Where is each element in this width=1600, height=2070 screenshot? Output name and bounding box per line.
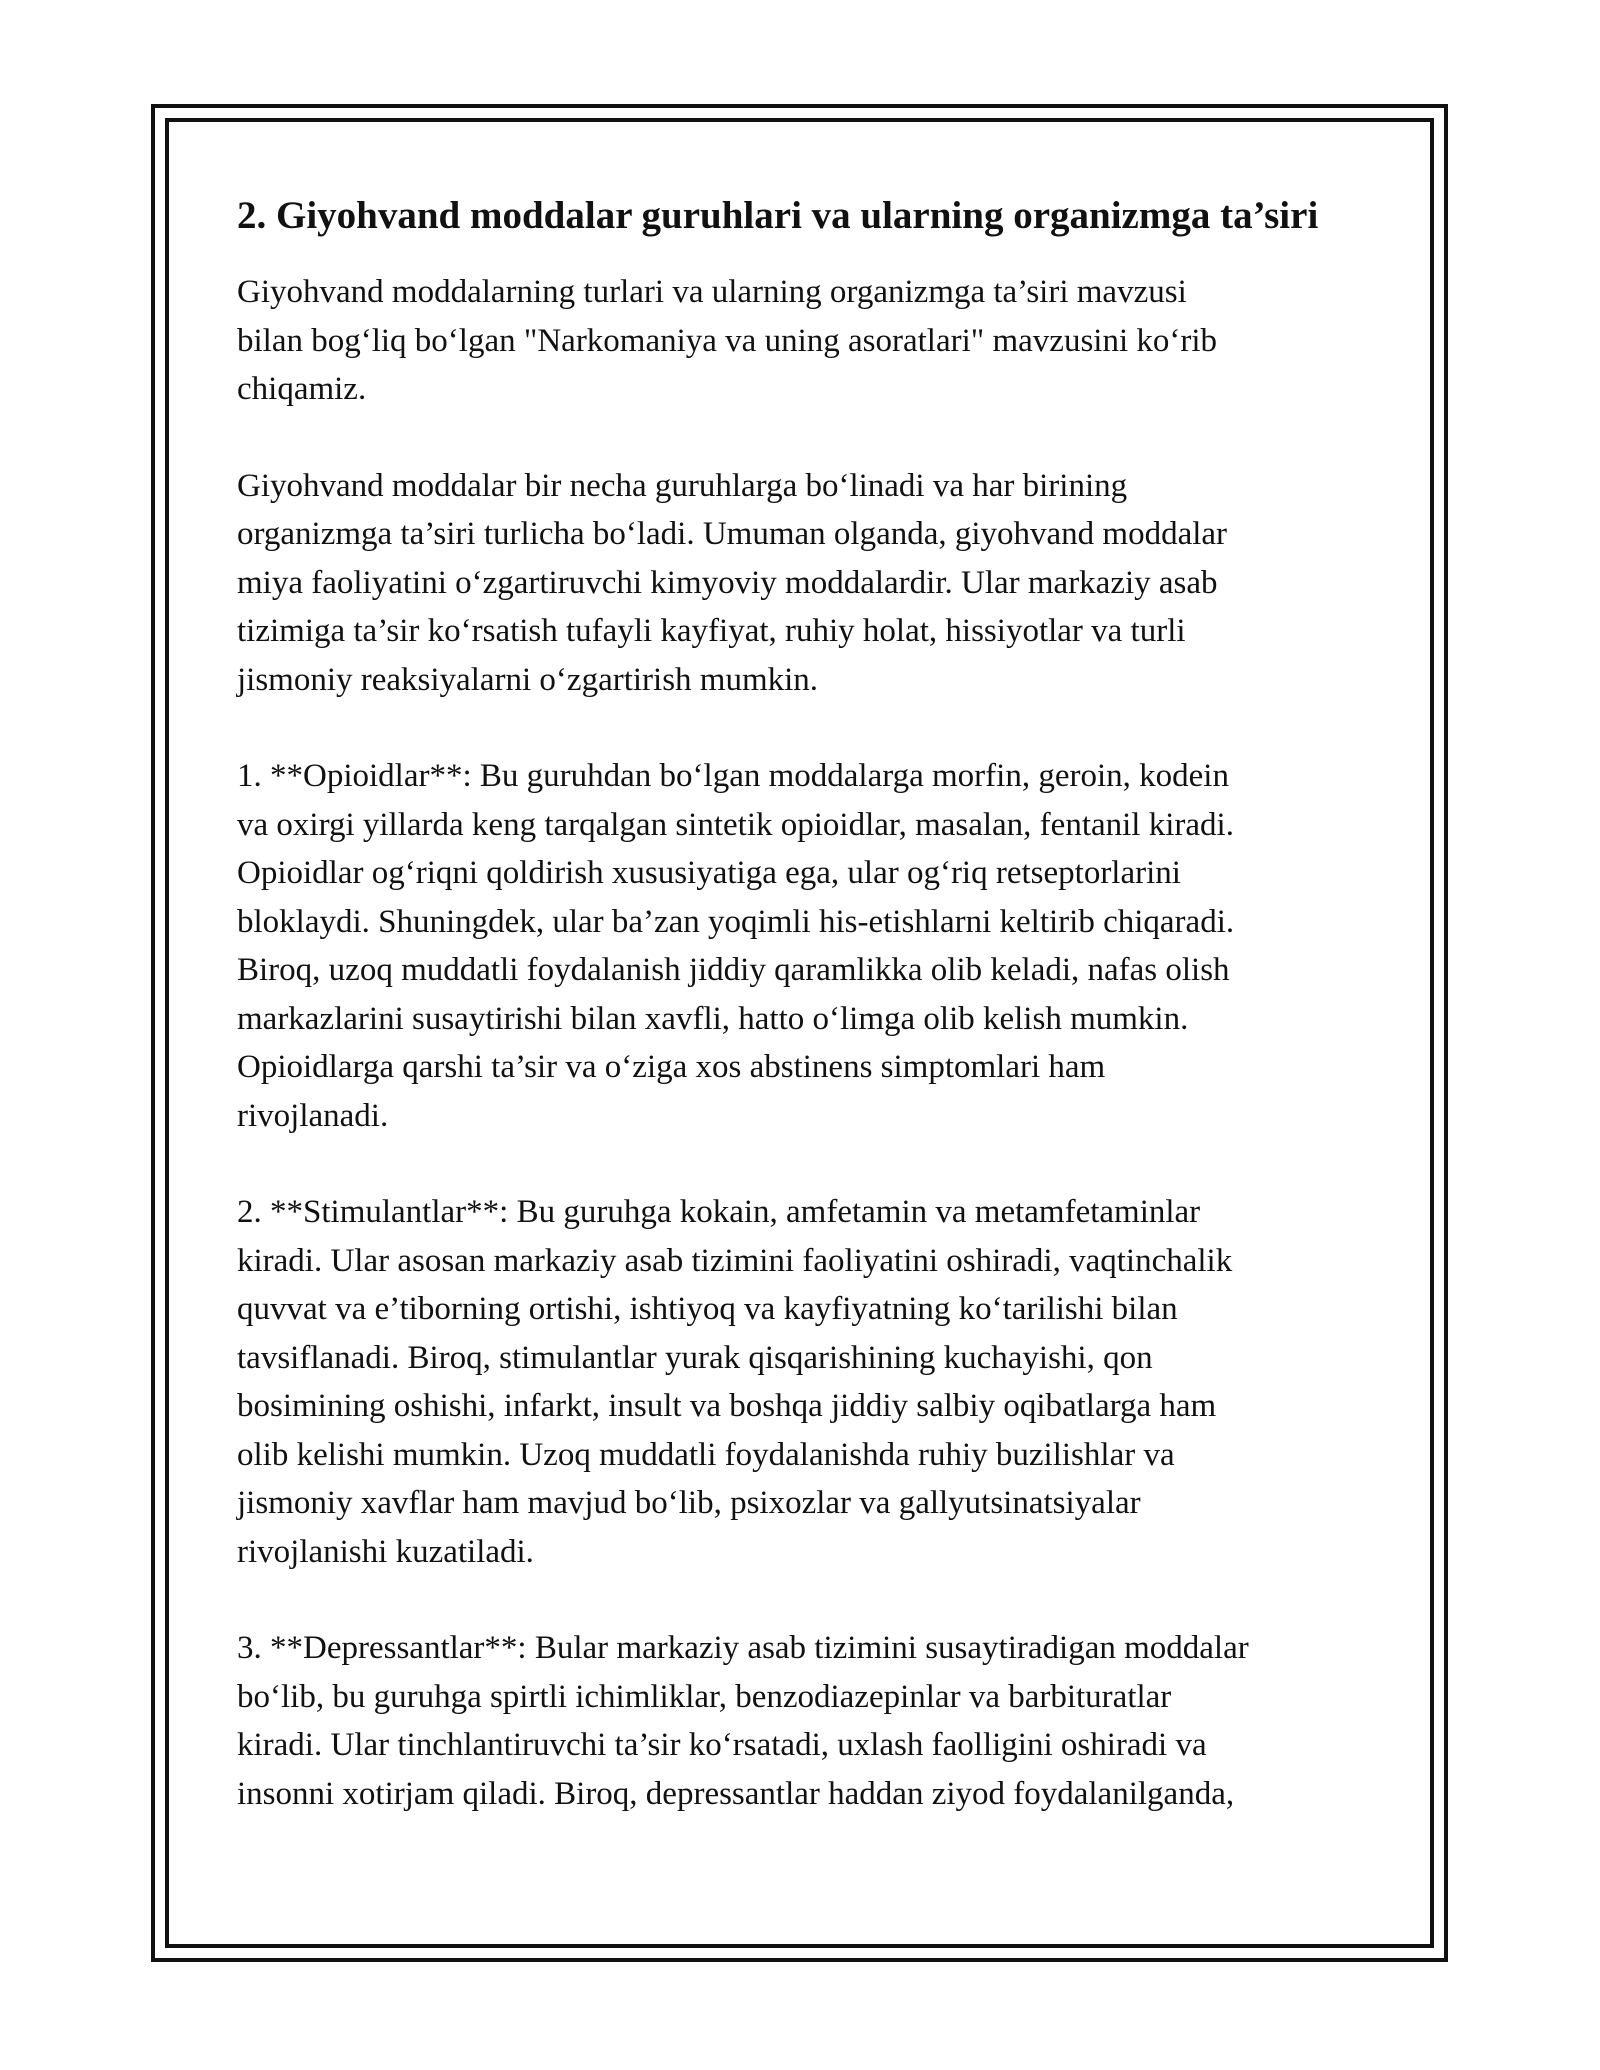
overview-paragraph: Giyohvand moddalar bir necha guruhlarga bo‘linadi va har birining organizmga ta’siri turlicha bo‘ladi. Umuman olganda, giyohvand moddalar miya faoliyatini o‘zgartiruvchi kimyoviy moddalardir. Ular markaziy asab tizimiga ta’sir ko‘rsatish tufayli kayfiyat, ruhiy holat, hissiyotlar va turli jismoniy reaksiyalarni o‘zgartirish mumkin.: [237, 467, 1228, 698]
depressants-paragraph: 3. **Depressantlar**: Bular markaziy asab tizimini susaytiradigan moddalar bo‘lib, bu guruhga spirtli ichimliklar, benzodiazepinlar va barbituratlar kiradi. Ular tinchlantiruvchi ta’sir ko‘rsatadi, uxlash faolligini oshiradi va insonni xotirjam qiladi. Biroq, depressantlar haddan ziyod foydalanilganda,: [237, 1630, 1249, 1812]
section-heading: 2. Giyohvand moddalar guruhlari va ularning organizmga ta’siri: [237, 194, 1319, 237]
document-body: [237, 188, 1367, 1866]
stimulants-paragraph: 2. **Stimulantlar**: Bu guruhga kokain, amfetamin va metamfetaminlar kiradi. Ular asosan markaziy asab tizimini faoliyatini oshiradi, vaqtinchalik quvvat va e’tiborning ortishi, ishtiyoq va kayfiyatning ko‘tarilishi bilan tavsiflanadi. Biroq, stimulantlar yurak qisqarishining kuchayishi, qon bosimining oshishi, infarkt, insult va boshqa jiddiy salbiy oqibatlarga ham olib kelishi mumkin. Uzoq muddatli foydalanishda ruhiy buzilishlar va jismoniy xavflar ham mavjud bo‘lib, psixozlar va gallyutsinatsiyalar rivojlanishi kuzatiladi.: [237, 1194, 1233, 1570]
opioids-paragraph: 1. **Opioidlar**: Bu guruhdan bo‘lgan moddalarga morfin, geroin, kodein va oxirgi yillarda keng tarqalgan sintetik opioidlar, masalan, fentanil kiradi. Opioidlar og‘riqni qoldirish xususiyatiga ega, ular og‘riq retseptorlarini bloklaydi. Shuningdek, ular ba’zan yoqimli his-etishlarni keltirib chiqaradi. Biroq, uzoq muddatli foydalanish jiddiy qaramlikka olib keladi, nafas olish markazlarini susaytirishi bilan xavfli, hatto o‘limga olib kelish mumkin. Opioidlarga qarshi ta’sir va o‘ziga xos abstinens simptomlari ham rivojlanadi.: [237, 758, 1235, 1134]
intro-paragraph: Giyohvand moddalarning turlari va ularning organizmga ta’siri mavzusi bilan bog‘liq bo‘lgan "Narkomaniya va uning asoratlari" mavzusini ko‘rib chiqamiz.: [237, 274, 1218, 407]
